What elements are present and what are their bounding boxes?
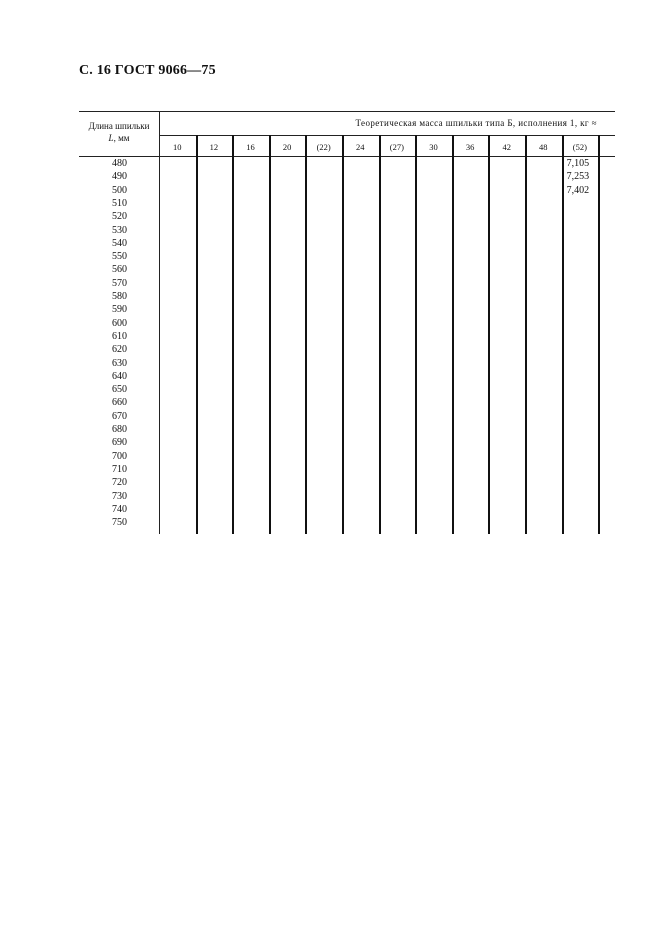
column-header: (52) (572, 142, 587, 152)
row-length-value: 720 (112, 477, 127, 489)
row-header-unit (79, 132, 159, 144)
column-divider (562, 135, 564, 534)
row-header-divider (159, 111, 160, 534)
row-length-value: 730 (112, 490, 127, 502)
column-divider (525, 135, 527, 534)
column-header: (22) (316, 142, 331, 152)
row-length-value: 530 (112, 224, 127, 236)
column-header: 24 (356, 142, 365, 152)
column-divider (452, 135, 454, 534)
row-header-unit-var: L (108, 133, 114, 143)
row-length-value: 600 (112, 317, 127, 329)
column-header: 30 (429, 142, 438, 152)
row-length-value: 540 (112, 237, 127, 249)
column-header: 12 (209, 142, 219, 152)
mass-value: 7,253 (566, 171, 590, 183)
row-header-unit-rest: , мм (113, 133, 130, 143)
column-divider (305, 135, 307, 534)
column-header: 42 (502, 142, 511, 152)
mass-value: 7,105 (566, 158, 590, 169)
row-length-value: 610 (112, 330, 127, 342)
row-length-value: 620 (112, 344, 127, 356)
column-divider (488, 135, 490, 534)
mass-value: 7,402 (566, 184, 590, 196)
row-length-value: 560 (112, 264, 127, 276)
row-length-value: 490 (112, 171, 127, 183)
column-header: 36 (465, 142, 475, 152)
column-divider (415, 135, 417, 534)
row-length-value: 640 (112, 370, 127, 382)
row-length-value: 670 (112, 410, 127, 422)
row-length-value: 750 (112, 517, 127, 529)
row-length-value: 740 (112, 503, 127, 515)
column-divider (342, 135, 344, 534)
row-length-value: 690 (112, 437, 127, 449)
row-length-value: 550 (112, 251, 127, 263)
span-header: Теоретическая масса шпильки типа Б, исполнения 1, кг ≈ (355, 118, 597, 128)
row-length-value: 510 (112, 197, 127, 209)
column-divider (269, 135, 271, 534)
row-length-value: 590 (112, 304, 127, 316)
column-header: 20 (282, 142, 292, 152)
column-header: 16 (246, 142, 255, 152)
row-length-value: 570 (112, 277, 127, 289)
row-length-value: 680 (112, 424, 127, 435)
column-divider (598, 135, 600, 534)
column-divider (232, 135, 234, 534)
row-length-value: 710 (112, 463, 127, 475)
row-length-value: 650 (112, 384, 127, 396)
row-length-value: 480 (112, 158, 127, 169)
page-header: С. 16 ГОСТ 9066—75 (79, 63, 216, 78)
row-length-value: 580 (112, 291, 127, 302)
row-length-value: 520 (112, 211, 127, 223)
row-length-value: 630 (112, 357, 127, 369)
row-length-value: 500 (112, 184, 127, 196)
span-header-rule (159, 135, 615, 136)
row-length-value: 700 (112, 450, 127, 462)
mass-table (79, 111, 615, 535)
row-header (79, 120, 159, 144)
column-divider (196, 135, 198, 534)
column-header: (27) (389, 142, 404, 152)
row-header-title: Длина шпильки (88, 121, 150, 131)
column-divider (379, 135, 381, 534)
column-header: 48 (539, 142, 548, 152)
column-header: 10 (173, 142, 182, 152)
row-length-value: 660 (112, 397, 127, 409)
